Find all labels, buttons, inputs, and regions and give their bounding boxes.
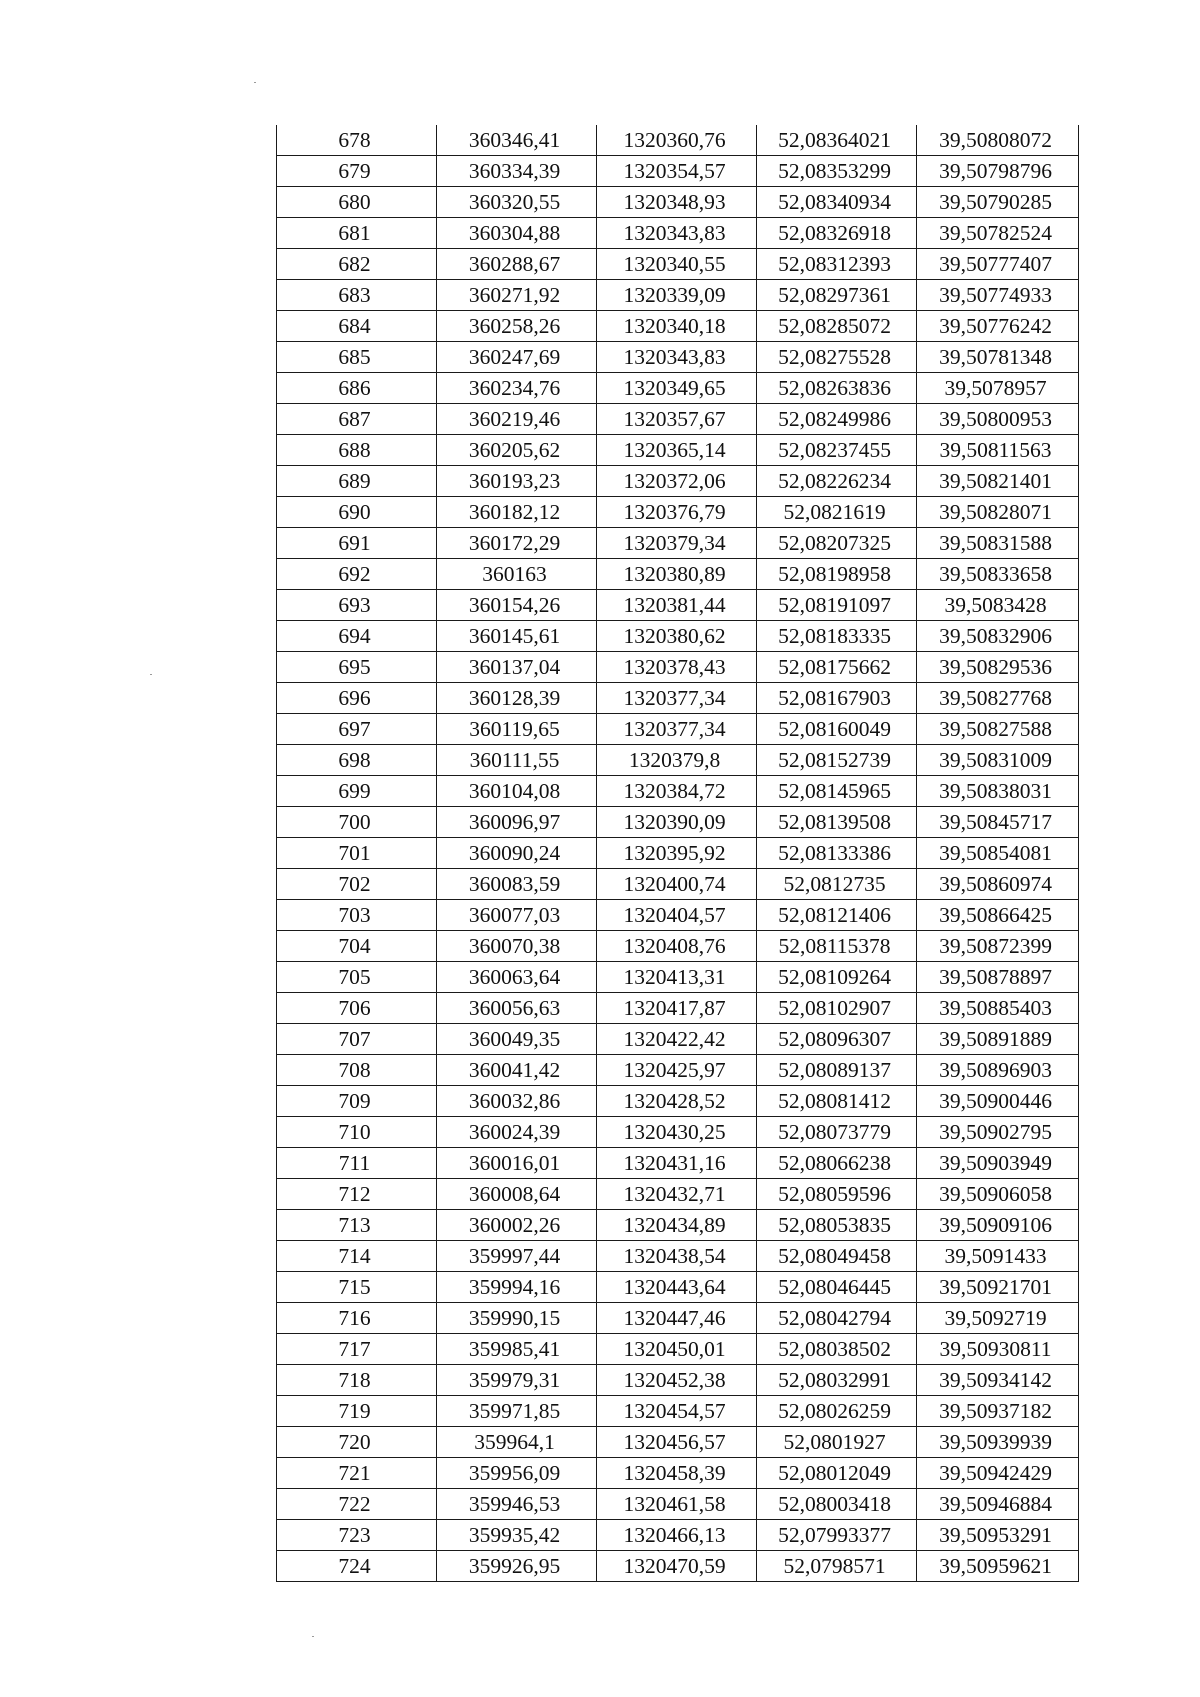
- x-coordinate-cell: 360056,63: [437, 993, 597, 1024]
- x-coordinate-cell: 360205,62: [437, 435, 597, 466]
- longitude-cell: 39,5092719: [917, 1303, 1079, 1334]
- table-row: [277, 218, 1079, 249]
- latitude-cell: 52,08053835: [757, 1210, 917, 1241]
- point-number-cell: 717: [277, 1334, 437, 1365]
- point-number-cell: 702: [277, 869, 437, 900]
- x-coordinate-cell: 360172,29: [437, 528, 597, 559]
- table-row: [277, 1551, 1079, 1582]
- y-coordinate-cell: 1320404,57: [597, 900, 757, 931]
- point-number-cell: 696: [277, 683, 437, 714]
- coordinates-table: [276, 125, 1079, 1582]
- latitude-cell: 52,08139508: [757, 807, 917, 838]
- point-number-cell: 678: [277, 125, 437, 156]
- x-coordinate-cell: 359979,31: [437, 1365, 597, 1396]
- longitude-cell: 39,50827588: [917, 714, 1079, 745]
- latitude-cell: 52,08226234: [757, 466, 917, 497]
- table-row: [277, 1489, 1079, 1520]
- point-number-cell: 679: [277, 156, 437, 187]
- longitude-cell: 39,50854081: [917, 838, 1079, 869]
- y-coordinate-cell: 1320340,18: [597, 311, 757, 342]
- latitude-cell: 52,0821619: [757, 497, 917, 528]
- table-row: [277, 156, 1079, 187]
- point-number-cell: 720: [277, 1427, 437, 1458]
- x-coordinate-cell: 359994,16: [437, 1272, 597, 1303]
- table-row: [277, 621, 1079, 652]
- point-number-cell: 686: [277, 373, 437, 404]
- y-coordinate-cell: 1320378,43: [597, 652, 757, 683]
- table-row: [277, 528, 1079, 559]
- latitude-cell: 52,08145965: [757, 776, 917, 807]
- table-row: [277, 962, 1079, 993]
- y-coordinate-cell: 1320381,44: [597, 590, 757, 621]
- point-number-cell: 716: [277, 1303, 437, 1334]
- table-row: [277, 1427, 1079, 1458]
- table-row: [277, 807, 1079, 838]
- latitude-cell: 52,08191097: [757, 590, 917, 621]
- table-row: [277, 993, 1079, 1024]
- x-coordinate-cell: 359997,44: [437, 1241, 597, 1272]
- y-coordinate-cell: 1320458,39: [597, 1458, 757, 1489]
- table-row: [277, 1086, 1079, 1117]
- x-coordinate-cell: 360137,04: [437, 652, 597, 683]
- latitude-cell: 52,08353299: [757, 156, 917, 187]
- latitude-cell: 52,08160049: [757, 714, 917, 745]
- latitude-cell: 52,08167903: [757, 683, 917, 714]
- longitude-cell: 39,5091433: [917, 1241, 1079, 1272]
- y-coordinate-cell: 1320343,83: [597, 342, 757, 373]
- y-coordinate-cell: 1320466,13: [597, 1520, 757, 1551]
- longitude-cell: 39,50902795: [917, 1117, 1079, 1148]
- x-coordinate-cell: 360271,92: [437, 280, 597, 311]
- y-coordinate-cell: 1320450,01: [597, 1334, 757, 1365]
- x-coordinate-cell: 360032,86: [437, 1086, 597, 1117]
- point-number-cell: 713: [277, 1210, 437, 1241]
- table-row: [277, 683, 1079, 714]
- latitude-cell: 52,08133386: [757, 838, 917, 869]
- longitude-cell: 39,50953291: [917, 1520, 1079, 1551]
- y-coordinate-cell: 1320360,76: [597, 125, 757, 156]
- point-number-cell: 709: [277, 1086, 437, 1117]
- point-number-cell: 680: [277, 187, 437, 218]
- point-number-cell: 687: [277, 404, 437, 435]
- y-coordinate-cell: 1320349,65: [597, 373, 757, 404]
- x-coordinate-cell: 359985,41: [437, 1334, 597, 1365]
- table-row: [277, 1458, 1079, 1489]
- y-coordinate-cell: 1320377,34: [597, 683, 757, 714]
- y-coordinate-cell: 1320454,57: [597, 1396, 757, 1427]
- scan-speck: [254, 82, 256, 83]
- longitude-cell: 39,50860974: [917, 869, 1079, 900]
- latitude-cell: 52,07993377: [757, 1520, 917, 1551]
- y-coordinate-cell: 1320432,71: [597, 1179, 757, 1210]
- y-coordinate-cell: 1320348,93: [597, 187, 757, 218]
- longitude-cell: 39,50921701: [917, 1272, 1079, 1303]
- longitude-cell: 39,50831009: [917, 745, 1079, 776]
- point-number-cell: 718: [277, 1365, 437, 1396]
- table-row: [277, 1210, 1079, 1241]
- table-row: [277, 1396, 1079, 1427]
- x-coordinate-cell: 360163: [437, 559, 597, 590]
- x-coordinate-cell: 360320,55: [437, 187, 597, 218]
- latitude-cell: 52,08297361: [757, 280, 917, 311]
- point-number-cell: 700: [277, 807, 437, 838]
- latitude-cell: 52,08312393: [757, 249, 917, 280]
- latitude-cell: 52,08066238: [757, 1148, 917, 1179]
- longitude-cell: 39,50906058: [917, 1179, 1079, 1210]
- longitude-cell: 39,50781348: [917, 342, 1079, 373]
- longitude-cell: 39,50872399: [917, 931, 1079, 962]
- point-number-cell: 701: [277, 838, 437, 869]
- point-number-cell: 683: [277, 280, 437, 311]
- point-number-cell: 685: [277, 342, 437, 373]
- point-number-cell: 690: [277, 497, 437, 528]
- table-row: [277, 869, 1079, 900]
- y-coordinate-cell: 1320434,89: [597, 1210, 757, 1241]
- y-coordinate-cell: 1320340,55: [597, 249, 757, 280]
- y-coordinate-cell: 1320470,59: [597, 1551, 757, 1582]
- y-coordinate-cell: 1320384,72: [597, 776, 757, 807]
- y-coordinate-cell: 1320452,38: [597, 1365, 757, 1396]
- table-row: [277, 900, 1079, 931]
- x-coordinate-cell: 359956,09: [437, 1458, 597, 1489]
- x-coordinate-cell: 359990,15: [437, 1303, 597, 1334]
- x-coordinate-cell: 360024,39: [437, 1117, 597, 1148]
- point-number-cell: 693: [277, 590, 437, 621]
- x-coordinate-cell: 360334,39: [437, 156, 597, 187]
- latitude-cell: 52,08121406: [757, 900, 917, 931]
- longitude-cell: 39,50821401: [917, 466, 1079, 497]
- longitude-cell: 39,50829536: [917, 652, 1079, 683]
- x-coordinate-cell: 360111,55: [437, 745, 597, 776]
- longitude-cell: 39,5083428: [917, 590, 1079, 621]
- x-coordinate-cell: 359926,95: [437, 1551, 597, 1582]
- longitude-cell: 39,50900446: [917, 1086, 1079, 1117]
- y-coordinate-cell: 1320425,97: [597, 1055, 757, 1086]
- x-coordinate-cell: 360041,42: [437, 1055, 597, 1086]
- latitude-cell: 52,08326918: [757, 218, 917, 249]
- point-number-cell: 704: [277, 931, 437, 962]
- y-coordinate-cell: 1320376,79: [597, 497, 757, 528]
- latitude-cell: 52,08096307: [757, 1024, 917, 1055]
- longitude-cell: 39,50866425: [917, 900, 1079, 931]
- point-number-cell: 711: [277, 1148, 437, 1179]
- point-number-cell: 723: [277, 1520, 437, 1551]
- longitude-cell: 39,50878897: [917, 962, 1079, 993]
- point-number-cell: 721: [277, 1458, 437, 1489]
- table-row: [277, 342, 1079, 373]
- longitude-cell: 39,50782524: [917, 218, 1079, 249]
- latitude-cell: 52,08340934: [757, 187, 917, 218]
- table-row: [277, 838, 1079, 869]
- latitude-cell: 52,08237455: [757, 435, 917, 466]
- longitude-cell: 39,50930811: [917, 1334, 1079, 1365]
- x-coordinate-cell: 359935,42: [437, 1520, 597, 1551]
- longitude-cell: 39,50934142: [917, 1365, 1079, 1396]
- longitude-cell: 39,50937182: [917, 1396, 1079, 1427]
- latitude-cell: 52,08364021: [757, 125, 917, 156]
- y-coordinate-cell: 1320357,67: [597, 404, 757, 435]
- latitude-cell: 52,08263836: [757, 373, 917, 404]
- point-number-cell: 703: [277, 900, 437, 931]
- x-coordinate-cell: 360070,38: [437, 931, 597, 962]
- y-coordinate-cell: 1320372,06: [597, 466, 757, 497]
- y-coordinate-cell: 1320395,92: [597, 838, 757, 869]
- y-coordinate-cell: 1320380,89: [597, 559, 757, 590]
- longitude-cell: 39,50838031: [917, 776, 1079, 807]
- longitude-cell: 39,50939939: [917, 1427, 1079, 1458]
- latitude-cell: 52,08038502: [757, 1334, 917, 1365]
- scan-speck: [150, 674, 152, 675]
- longitude-cell: 39,5078957: [917, 373, 1079, 404]
- point-number-cell: 694: [277, 621, 437, 652]
- x-coordinate-cell: 360104,08: [437, 776, 597, 807]
- longitude-cell: 39,50808072: [917, 125, 1079, 156]
- table-row: [277, 466, 1079, 497]
- y-coordinate-cell: 1320447,46: [597, 1303, 757, 1334]
- table-row: [277, 652, 1079, 683]
- x-coordinate-cell: 360090,24: [437, 838, 597, 869]
- x-coordinate-cell: 359964,1: [437, 1427, 597, 1458]
- x-coordinate-cell: 360154,26: [437, 590, 597, 621]
- y-coordinate-cell: 1320379,8: [597, 745, 757, 776]
- x-coordinate-cell: 360304,88: [437, 218, 597, 249]
- table-row: [277, 404, 1079, 435]
- longitude-cell: 39,50891889: [917, 1024, 1079, 1055]
- longitude-cell: 39,50946884: [917, 1489, 1079, 1520]
- longitude-cell: 39,50827768: [917, 683, 1079, 714]
- point-number-cell: 706: [277, 993, 437, 1024]
- table-row: [277, 714, 1079, 745]
- longitude-cell: 39,50831588: [917, 528, 1079, 559]
- x-coordinate-cell: 359946,53: [437, 1489, 597, 1520]
- point-number-cell: 699: [277, 776, 437, 807]
- x-coordinate-cell: 360096,97: [437, 807, 597, 838]
- point-number-cell: 684: [277, 311, 437, 342]
- point-number-cell: 688: [277, 435, 437, 466]
- point-number-cell: 715: [277, 1272, 437, 1303]
- latitude-cell: 52,0812735: [757, 869, 917, 900]
- y-coordinate-cell: 1320408,76: [597, 931, 757, 962]
- table-row: [277, 373, 1079, 404]
- table-row: [277, 745, 1079, 776]
- table-row: [277, 280, 1079, 311]
- table-row: [277, 1117, 1079, 1148]
- table-row: [277, 249, 1079, 280]
- x-coordinate-cell: 360258,26: [437, 311, 597, 342]
- longitude-cell: 39,50790285: [917, 187, 1079, 218]
- x-coordinate-cell: 360016,01: [437, 1148, 597, 1179]
- longitude-cell: 39,50959621: [917, 1551, 1079, 1582]
- longitude-cell: 39,50833658: [917, 559, 1079, 590]
- x-coordinate-cell: 360346,41: [437, 125, 597, 156]
- point-number-cell: 722: [277, 1489, 437, 1520]
- point-number-cell: 695: [277, 652, 437, 683]
- longitude-cell: 39,50828071: [917, 497, 1079, 528]
- y-coordinate-cell: 1320443,64: [597, 1272, 757, 1303]
- y-coordinate-cell: 1320343,83: [597, 218, 757, 249]
- latitude-cell: 52,08183335: [757, 621, 917, 652]
- y-coordinate-cell: 1320430,25: [597, 1117, 757, 1148]
- table-row: [277, 776, 1079, 807]
- table-row: [277, 1272, 1079, 1303]
- y-coordinate-cell: 1320461,58: [597, 1489, 757, 1520]
- x-coordinate-cell: 360193,23: [437, 466, 597, 497]
- x-coordinate-cell: 360049,35: [437, 1024, 597, 1055]
- point-number-cell: 682: [277, 249, 437, 280]
- table-row: [277, 1334, 1079, 1365]
- latitude-cell: 52,08285072: [757, 311, 917, 342]
- point-number-cell: 714: [277, 1241, 437, 1272]
- y-coordinate-cell: 1320456,57: [597, 1427, 757, 1458]
- point-number-cell: 697: [277, 714, 437, 745]
- longitude-cell: 39,50798796: [917, 156, 1079, 187]
- y-coordinate-cell: 1320379,34: [597, 528, 757, 559]
- latitude-cell: 52,08073779: [757, 1117, 917, 1148]
- latitude-cell: 52,08032991: [757, 1365, 917, 1396]
- latitude-cell: 52,08049458: [757, 1241, 917, 1272]
- y-coordinate-cell: 1320417,87: [597, 993, 757, 1024]
- y-coordinate-cell: 1320431,16: [597, 1148, 757, 1179]
- table-row: [277, 1024, 1079, 1055]
- longitude-cell: 39,50800953: [917, 404, 1079, 435]
- table-row: [277, 187, 1079, 218]
- y-coordinate-cell: 1320390,09: [597, 807, 757, 838]
- table-row: [277, 497, 1079, 528]
- table-row: [277, 311, 1079, 342]
- table-row: [277, 590, 1079, 621]
- latitude-cell: 52,08109264: [757, 962, 917, 993]
- point-number-cell: 708: [277, 1055, 437, 1086]
- latitude-cell: 52,08059596: [757, 1179, 917, 1210]
- point-number-cell: 689: [277, 466, 437, 497]
- y-coordinate-cell: 1320339,09: [597, 280, 757, 311]
- table-row: [277, 435, 1079, 466]
- table-row: [277, 1179, 1079, 1210]
- x-coordinate-cell: 360002,26: [437, 1210, 597, 1241]
- x-coordinate-cell: 360288,67: [437, 249, 597, 280]
- coordinates-table-body: [277, 125, 1079, 1582]
- latitude-cell: 52,08081412: [757, 1086, 917, 1117]
- longitude-cell: 39,50776242: [917, 311, 1079, 342]
- latitude-cell: 52,08046445: [757, 1272, 917, 1303]
- x-coordinate-cell: 360063,64: [437, 962, 597, 993]
- point-number-cell: 710: [277, 1117, 437, 1148]
- table-row: [277, 931, 1079, 962]
- table-row: [277, 559, 1079, 590]
- point-number-cell: 681: [277, 218, 437, 249]
- point-number-cell: 698: [277, 745, 437, 776]
- scan-speck: [312, 1636, 314, 1637]
- latitude-cell: 52,08198958: [757, 559, 917, 590]
- table-row: [277, 1241, 1079, 1272]
- longitude-cell: 39,50774933: [917, 280, 1079, 311]
- latitude-cell: 52,08207325: [757, 528, 917, 559]
- latitude-cell: 52,08012049: [757, 1458, 917, 1489]
- point-number-cell: 724: [277, 1551, 437, 1582]
- latitude-cell: 52,08152739: [757, 745, 917, 776]
- latitude-cell: 52,0801927: [757, 1427, 917, 1458]
- y-coordinate-cell: 1320438,54: [597, 1241, 757, 1272]
- longitude-cell: 39,50845717: [917, 807, 1079, 838]
- table-row: [277, 125, 1079, 156]
- longitude-cell: 39,50909106: [917, 1210, 1079, 1241]
- x-coordinate-cell: 360247,69: [437, 342, 597, 373]
- y-coordinate-cell: 1320380,62: [597, 621, 757, 652]
- y-coordinate-cell: 1320413,31: [597, 962, 757, 993]
- latitude-cell: 52,08275528: [757, 342, 917, 373]
- table-row: [277, 1365, 1079, 1396]
- latitude-cell: 52,08115378: [757, 931, 917, 962]
- point-number-cell: 692: [277, 559, 437, 590]
- longitude-cell: 39,50903949: [917, 1148, 1079, 1179]
- x-coordinate-cell: 360083,59: [437, 869, 597, 900]
- x-coordinate-cell: 360077,03: [437, 900, 597, 931]
- table-row: [277, 1055, 1079, 1086]
- y-coordinate-cell: 1320422,42: [597, 1024, 757, 1055]
- point-number-cell: 719: [277, 1396, 437, 1427]
- latitude-cell: 52,0798571: [757, 1551, 917, 1582]
- point-number-cell: 705: [277, 962, 437, 993]
- x-coordinate-cell: 360182,12: [437, 497, 597, 528]
- point-number-cell: 691: [277, 528, 437, 559]
- latitude-cell: 52,08003418: [757, 1489, 917, 1520]
- y-coordinate-cell: 1320400,74: [597, 869, 757, 900]
- x-coordinate-cell: 360128,39: [437, 683, 597, 714]
- longitude-cell: 39,50777407: [917, 249, 1079, 280]
- x-coordinate-cell: 360008,64: [437, 1179, 597, 1210]
- x-coordinate-cell: 360119,65: [437, 714, 597, 745]
- x-coordinate-cell: 360234,76: [437, 373, 597, 404]
- latitude-cell: 52,08175662: [757, 652, 917, 683]
- x-coordinate-cell: 360145,61: [437, 621, 597, 652]
- longitude-cell: 39,50832906: [917, 621, 1079, 652]
- y-coordinate-cell: 1320377,34: [597, 714, 757, 745]
- point-number-cell: 707: [277, 1024, 437, 1055]
- y-coordinate-cell: 1320428,52: [597, 1086, 757, 1117]
- longitude-cell: 39,50885403: [917, 993, 1079, 1024]
- y-coordinate-cell: 1320354,57: [597, 156, 757, 187]
- table-row: [277, 1148, 1079, 1179]
- latitude-cell: 52,08102907: [757, 993, 917, 1024]
- x-coordinate-cell: 360219,46: [437, 404, 597, 435]
- table-row: [277, 1303, 1079, 1334]
- latitude-cell: 52,08249986: [757, 404, 917, 435]
- latitude-cell: 52,08042794: [757, 1303, 917, 1334]
- x-coordinate-cell: 359971,85: [437, 1396, 597, 1427]
- latitude-cell: 52,08089137: [757, 1055, 917, 1086]
- y-coordinate-cell: 1320365,14: [597, 435, 757, 466]
- longitude-cell: 39,50896903: [917, 1055, 1079, 1086]
- table-row: [277, 1520, 1079, 1551]
- point-number-cell: 712: [277, 1179, 437, 1210]
- longitude-cell: 39,50811563: [917, 435, 1079, 466]
- longitude-cell: 39,50942429: [917, 1458, 1079, 1489]
- latitude-cell: 52,08026259: [757, 1396, 917, 1427]
